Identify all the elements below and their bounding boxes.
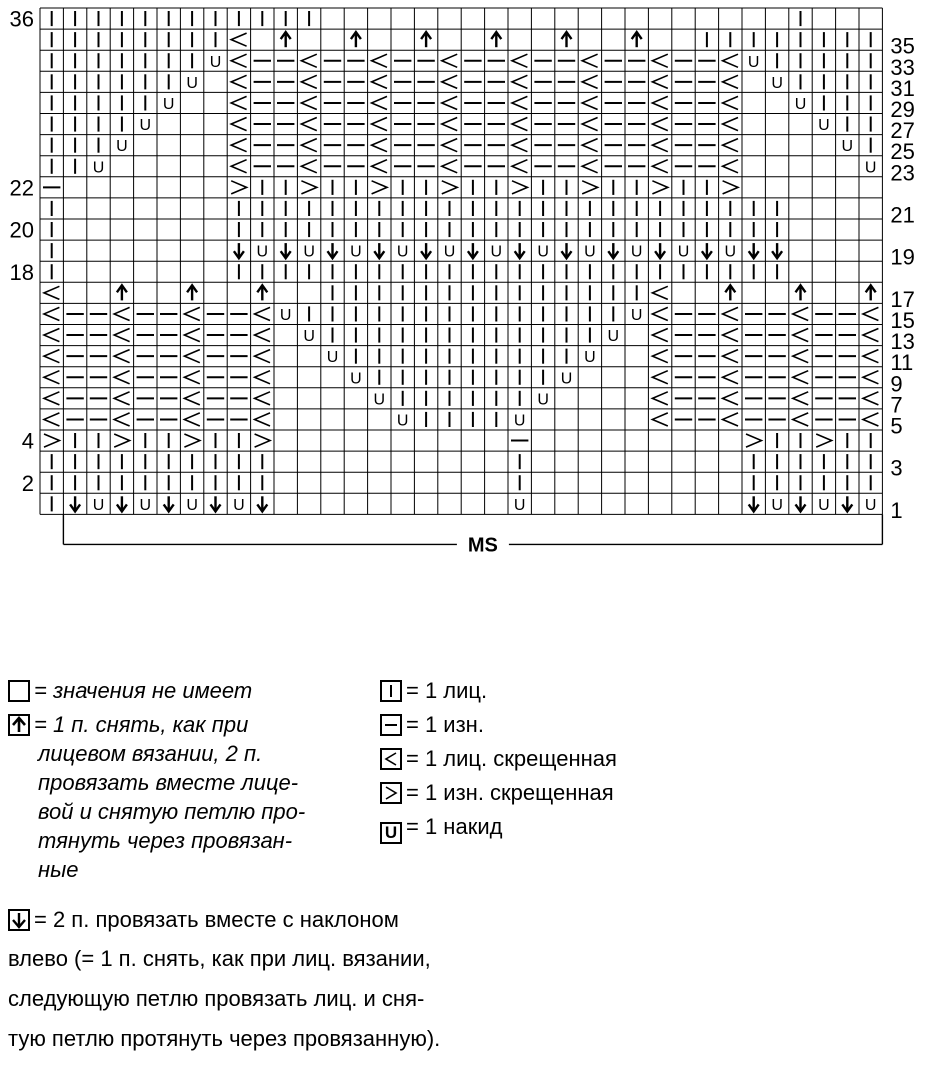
row-label-right: 21 [890, 202, 915, 228]
chart-cell [211, 496, 221, 511]
chart-cell [255, 371, 270, 384]
chart-cell [863, 371, 878, 384]
chart-cell [328, 243, 338, 258]
svg-text:U: U [607, 328, 620, 346]
row-label-left: 22 [9, 175, 34, 201]
chart-cell [512, 75, 527, 88]
chart-cell [184, 329, 199, 342]
chart-cell [257, 244, 269, 261]
chart-cell [231, 139, 246, 152]
purl-cross-icon [380, 782, 402, 804]
knit-icon [380, 680, 402, 702]
row-label-right: 5 [890, 413, 903, 439]
chart-cell [723, 350, 738, 363]
legend-purl-text: = 1 изн. [406, 712, 484, 737]
chart-cell [397, 412, 409, 429]
chart-cell [281, 32, 291, 47]
chart-cell [444, 244, 456, 261]
legend-purl-cross [380, 779, 614, 807]
legend-arrow-up-line-2: лицевом вязании, 2 п. [38, 741, 263, 766]
legend-k2tog-line-2: влево (= 1 п. снять, как при лиц. вязании, [8, 946, 431, 971]
chart-cell [114, 350, 129, 363]
chart-cell [70, 496, 80, 511]
chart-cell [771, 497, 783, 514]
svg-text:U: U [92, 496, 105, 514]
chart-cell [582, 181, 597, 194]
row-label-left: 20 [9, 217, 34, 243]
chart-cell [652, 75, 667, 88]
arrow-up-icon [8, 714, 30, 736]
legend-arrow-up-line-1: = 1 п. снять, как при [34, 712, 249, 737]
svg-text:U: U [513, 496, 526, 514]
svg-text:U: U [443, 243, 456, 261]
chart-cell [795, 96, 807, 113]
svg-text:U: U [818, 496, 830, 514]
chart-cell [866, 285, 876, 300]
legend-arrow-up [8, 711, 248, 739]
row-label-right: 15 [890, 307, 915, 333]
chart-cell [512, 118, 527, 131]
chart-cell [234, 243, 244, 258]
row-label-right: 9 [890, 371, 903, 397]
chart-cell [723, 392, 738, 405]
legend-k2tog-left [8, 906, 399, 934]
svg-text:U: U [818, 117, 830, 135]
chart-cell [863, 413, 878, 426]
chart-cell [301, 139, 316, 152]
chart-cell [512, 96, 527, 109]
chart-cell [652, 118, 667, 131]
chart-cell [749, 496, 759, 511]
chart-cell [512, 160, 527, 173]
svg-text:U: U [630, 243, 643, 261]
chart-cell [863, 329, 878, 342]
svg-text:U: U [256, 243, 269, 261]
chart-cell [93, 497, 105, 514]
svg-text:U: U [584, 349, 596, 367]
chart-cell [184, 371, 199, 384]
row-label-right: 35 [890, 33, 915, 59]
legend-empty-text: = значения не имеет [34, 678, 253, 703]
chart-cell [372, 139, 387, 152]
chart-cell [793, 329, 808, 342]
chart-cell [301, 96, 316, 109]
chart-cell [44, 329, 59, 342]
chart-cell [255, 307, 270, 320]
svg-text:U: U [350, 370, 362, 388]
chart-cell [280, 307, 292, 324]
chart-cell [582, 75, 597, 88]
chart-cell [582, 118, 597, 131]
chart-cell [842, 496, 852, 511]
chart-cell [114, 413, 129, 426]
legend-arrow-up-line-4: вой и снятую петлю про- [38, 799, 306, 824]
chart-cell [655, 243, 665, 258]
chart-cell [442, 96, 457, 109]
chart-cell [163, 96, 175, 113]
row-label-right: 11 [890, 350, 914, 376]
legend-knit-text: = 1 лиц. [406, 678, 488, 703]
chart-cell [186, 75, 198, 92]
chart-cell [652, 160, 667, 173]
chart-cell [231, 54, 246, 67]
chart-cell [723, 371, 738, 384]
chart-cell [584, 244, 596, 261]
chart-cell [723, 118, 738, 131]
chart-cell [865, 159, 877, 176]
chart-cell [723, 139, 738, 152]
svg-text:U: U [560, 370, 573, 388]
chart-cell [793, 371, 808, 384]
chart-cell [44, 307, 59, 320]
chart-cell [865, 497, 877, 514]
chart-cell [725, 244, 737, 261]
yarn-over-icon: U [380, 822, 402, 844]
row-label-left: 18 [9, 259, 34, 285]
chart-cell [374, 391, 386, 408]
chart-cell [652, 286, 667, 299]
chart-cell [140, 497, 152, 514]
chart-cell [491, 32, 501, 47]
legend-arrow-up-line-5: тянуть через провязан- [38, 828, 293, 853]
chart-cell [184, 350, 199, 363]
chart-cell [631, 307, 643, 324]
chart-cell [255, 392, 270, 405]
svg-text:U: U [186, 74, 198, 92]
chart-cell [818, 497, 830, 514]
chart-cell [301, 75, 316, 88]
svg-text:U: U [584, 243, 596, 261]
row-label-right: 27 [890, 118, 915, 144]
svg-text:U: U [186, 496, 198, 514]
svg-text:U: U [864, 496, 877, 514]
svg-text:U: U [303, 243, 315, 261]
legend-knit [380, 677, 487, 705]
row-label-right: 25 [890, 139, 915, 165]
row-label-right: 7 [890, 392, 903, 418]
svg-text:U: U [537, 243, 549, 261]
row-label-right: 17 [890, 286, 915, 312]
legend-yo-text: = 1 накид [406, 814, 503, 839]
chart-cell [723, 75, 738, 88]
svg-text:U: U [841, 138, 854, 156]
chart-cell [372, 181, 387, 194]
legend-empty [8, 677, 252, 705]
chart-cell [652, 96, 667, 109]
chart-cell [582, 160, 597, 173]
chart-cell [652, 371, 667, 384]
chart-cell [114, 392, 129, 405]
chart-cell [255, 350, 270, 363]
chart-cell [442, 75, 457, 88]
row-label-right: 3 [890, 455, 903, 481]
chart-cell [863, 350, 878, 363]
chart-cell [114, 371, 129, 384]
chart-cell [512, 54, 527, 67]
chart-cell [301, 181, 316, 194]
svg-text:U: U [864, 159, 877, 177]
chart-cell [771, 75, 783, 92]
svg-text:U: U [630, 306, 643, 324]
svg-text:U: U [771, 496, 783, 514]
chart-cell [793, 413, 808, 426]
chart-cell [725, 285, 735, 300]
chart-cell [116, 138, 128, 155]
chart-cell [442, 181, 457, 194]
chart-cell [351, 32, 361, 47]
chart-cell [231, 96, 246, 109]
chart-cell [723, 96, 738, 109]
chart-cell [442, 118, 457, 131]
chart-cell [514, 412, 526, 429]
chart-cell [187, 285, 197, 300]
chart-cell [652, 139, 667, 152]
chart-cell [863, 392, 878, 405]
legend-k2tog-line-4: тую петлю протянуть через провязанную). [8, 1026, 441, 1051]
chart-cell [582, 54, 597, 67]
chart-cell [772, 243, 782, 258]
chart-cell [44, 392, 59, 405]
chart-cell [184, 307, 199, 320]
chart-cell [818, 117, 830, 134]
row-label-right: 1 [890, 497, 903, 523]
chart-cell [515, 243, 525, 258]
chart-cell [442, 139, 457, 152]
chart-cell [372, 118, 387, 131]
legend-knit-cross-text: = 1 лиц. скрещенная [406, 746, 617, 771]
chart-cell [608, 243, 618, 258]
empty-cell-icon [8, 680, 30, 702]
row-label-left: 4 [21, 428, 34, 454]
chart-cell [44, 286, 59, 299]
chart-cell [863, 307, 878, 320]
svg-text:U: U [677, 243, 690, 261]
chart-cell [374, 243, 384, 258]
chart-cell [117, 285, 127, 300]
legend-k2tog-left-text: = 2 п. провязать вместе с наклоном [34, 907, 399, 932]
chart-cell [652, 181, 667, 194]
chart-cell [537, 244, 549, 261]
svg-text:U: U [537, 391, 549, 409]
chart-cell [255, 329, 270, 342]
chart-cell [561, 370, 573, 387]
chart-cell [93, 159, 105, 176]
bracket-label: MS [467, 534, 498, 557]
chart-cell [301, 118, 316, 131]
chart-cell [164, 496, 174, 511]
chart-cell [210, 54, 222, 71]
chart-cell [512, 139, 527, 152]
chart-cell [114, 434, 129, 447]
chart-cell [231, 160, 246, 173]
svg-text:U: U [279, 306, 292, 324]
row-label-right: 13 [890, 329, 915, 355]
chart-cell [44, 434, 59, 447]
chart-cell [652, 329, 667, 342]
svg-text:U: U [162, 95, 175, 113]
chart-cell [746, 434, 761, 447]
chart-cell [562, 243, 572, 258]
chart-cell [582, 139, 597, 152]
chart-cell [397, 244, 409, 261]
chart-cell [652, 54, 667, 67]
chart-cell [44, 371, 59, 384]
svg-text:U: U [139, 117, 152, 135]
chart-cell [421, 32, 431, 47]
chart-cell [631, 244, 643, 261]
svg-text:U: U [724, 243, 737, 261]
chart-cell [584, 349, 596, 366]
chart-cell [372, 96, 387, 109]
chart-cell [723, 181, 738, 194]
chart-cell [231, 75, 246, 88]
chart-cell [257, 496, 267, 511]
chart-cell [301, 160, 316, 173]
svg-text:U: U [513, 412, 526, 430]
chart-cell [608, 328, 620, 345]
chart-cell [114, 307, 129, 320]
chart-cell [678, 244, 690, 261]
chart-cell [350, 370, 362, 387]
legend-yo [380, 813, 502, 844]
chart-cell [514, 497, 526, 514]
chart-cell [421, 243, 431, 258]
legend-purl-cross-text: = 1 изн. скрещенная [406, 780, 614, 805]
chart-cell [372, 75, 387, 88]
legend-purl [380, 711, 484, 739]
row-label-right: 29 [890, 96, 915, 122]
chart-cell [582, 96, 597, 109]
row-label-left: 36 [9, 6, 34, 32]
svg-text:U: U [233, 496, 245, 514]
knit-cross-icon [380, 748, 402, 770]
chart-cell [723, 160, 738, 173]
chart-cell [442, 160, 457, 173]
row-label-right: 33 [890, 54, 915, 80]
chart-cell [723, 413, 738, 426]
chart-cell [255, 413, 270, 426]
chart-cell [468, 243, 478, 258]
legend-arrow-up-line-6: ные [38, 857, 79, 882]
svg-text:U: U [747, 53, 760, 71]
chart-cell [652, 413, 667, 426]
chart-cell [186, 497, 198, 514]
chart-cell [233, 497, 245, 514]
chart-cell [748, 54, 760, 71]
chart-cell [652, 350, 667, 363]
chart-cell [723, 307, 738, 320]
chart-cell [723, 329, 738, 342]
chart-cell [44, 413, 59, 426]
purl-icon [380, 714, 402, 736]
chart-cell [231, 33, 246, 46]
svg-text:U: U [116, 138, 128, 156]
chart-cell [652, 307, 667, 320]
chart-cell [184, 434, 199, 447]
chart-cell [562, 32, 572, 47]
row-label-right: 23 [890, 160, 915, 186]
row-label-left: 2 [21, 470, 34, 496]
chart-cell [372, 54, 387, 67]
chart-cell [281, 243, 291, 258]
chart-cell [491, 244, 503, 261]
chart-cell [257, 285, 267, 300]
row-label-right: 31 [890, 75, 915, 101]
legend-knit-cross [380, 745, 617, 773]
chart-cell [350, 244, 362, 261]
chart-cell [184, 392, 199, 405]
chart-cell [723, 54, 738, 67]
chart-cell [632, 32, 642, 47]
chart-cell [796, 496, 806, 511]
svg-text:U: U [373, 391, 386, 409]
row-label-right: 19 [890, 244, 915, 270]
legend-k2tog-line-3: следующую петлю провязать лиц. и сня- [8, 986, 425, 1011]
chart-cell [749, 243, 759, 258]
chart-cell [842, 138, 854, 155]
svg-text:U: U [794, 95, 807, 113]
chart-cell [184, 413, 199, 426]
svg-text:U: U [490, 243, 503, 261]
chart-cell [303, 244, 315, 261]
svg-text:U: U [396, 243, 409, 261]
chart-cell [796, 285, 806, 300]
svg-text:U: U [303, 328, 315, 346]
chart-cell [793, 307, 808, 320]
chart-cell [231, 118, 246, 131]
chart-cell [44, 350, 59, 363]
chart-cell [793, 392, 808, 405]
svg-text:U: U [771, 74, 783, 92]
chart-cell [327, 349, 339, 366]
chart-cell [231, 181, 246, 194]
chart-cell [793, 350, 808, 363]
chart-cell [442, 54, 457, 67]
chart-cell [114, 329, 129, 342]
legend-arrow-up-line-3: провязать вместе лице- [38, 770, 299, 795]
svg-text:U: U [209, 53, 222, 71]
chart-cell [117, 496, 127, 511]
svg-text:U: U [92, 159, 105, 177]
svg-text:U: U [139, 496, 152, 514]
chart-cell [255, 434, 270, 447]
svg-text:U: U [326, 349, 339, 367]
svg-text:U: U [350, 243, 362, 261]
chart-cell [140, 117, 152, 134]
chart-cell [537, 391, 549, 408]
chart-cell [303, 328, 315, 345]
chart-cell [652, 392, 667, 405]
chart-cell [512, 181, 527, 194]
chart-cell [372, 160, 387, 173]
svg-text:U: U [396, 412, 409, 430]
chart-cell [816, 434, 831, 447]
chart-cell [301, 54, 316, 67]
k2tog-left-icon [8, 909, 30, 931]
chart-cell [702, 243, 712, 258]
